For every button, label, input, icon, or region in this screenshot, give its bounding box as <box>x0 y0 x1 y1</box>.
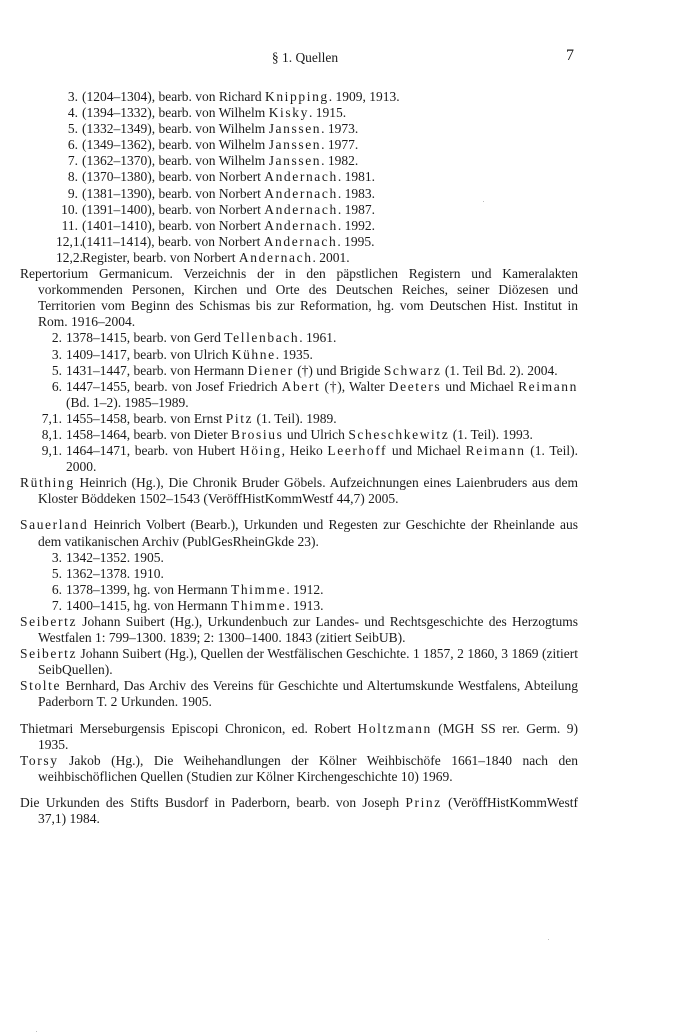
volume-author: Leerhoff <box>327 443 388 459</box>
sauerland-volume-list <box>20 550 578 614</box>
volume-number: 5. <box>51 362 62 378</box>
entry-text: Johann Suibert (Hg.), Urkundenbuch zur Landes- und Rechtsgeschichte des Herzogtums Westfalen 1: 799–1300. 1839; 2: 1300–1400. 1843 (zitiert SeibUB). <box>38 614 578 646</box>
volume-author: Scheschkewitz <box>348 426 450 442</box>
volume-text: (†) und Brigide <box>293 362 384 378</box>
volume-text: (1391–1400), bearb. von Norbert <box>82 201 265 217</box>
volume-number: 3. <box>51 346 62 362</box>
volume-line <box>20 105 578 121</box>
volume-text: und Ulrich <box>283 426 349 442</box>
volume-text: 1464–1471, bearb. von Hubert <box>66 443 240 459</box>
volume-text-tail: . 2001. <box>312 249 350 265</box>
scan-speck <box>483 201 484 202</box>
volume-text-tail: . 1973. <box>321 121 359 137</box>
volume-line <box>20 550 578 566</box>
volume-line <box>20 89 578 105</box>
entry-text: Die Urkunden des Stifts Busdorf in Paderborn, bearb. von Joseph <box>20 794 406 810</box>
entry-author: Torsy <box>20 752 59 768</box>
entry-author: Holtzmann <box>357 720 432 736</box>
volume-text: (1370–1380), bearb. von Norbert <box>82 169 265 185</box>
volume-number: 3. <box>51 549 62 565</box>
entry-stolte <box>20 678 578 710</box>
volume-text: . 1961. <box>299 330 337 346</box>
volume-text: . 1913. <box>286 597 324 613</box>
entry-torsy <box>20 753 578 785</box>
volume-text: 1342–1352. 1905. <box>66 549 164 565</box>
entry-author: Seibertz <box>20 614 78 629</box>
entry-seibertz-quellen <box>20 646 578 678</box>
volume-line <box>20 250 578 266</box>
volume-line <box>20 566 578 582</box>
volume-line <box>20 137 578 153</box>
volume-author: Reimann <box>465 443 526 459</box>
entry-text-tail: (MGH SS rer. Germ. 9) 1935. <box>38 720 578 752</box>
entry-text: Jakob (Hg.), Die Weihehandlungen der Kölner Weihbischöfe 1661–1840 nach den weihbischöflichen Quellen (Studien zur Kölner Kirchengeschichte 10) 1969. <box>38 752 578 784</box>
volume-author: Thimme <box>230 597 287 613</box>
volume-number: 9. <box>67 185 78 201</box>
entry-text: Johann Suibert (Hg.), Quellen der Westfälischen Geschichte. 1 1857, 2 1860, 3 1869 (zitiert SeibQuellen). <box>38 646 578 678</box>
volume-text: 1378–1415, bearb. von Gerd <box>66 330 225 346</box>
entry-author: Rüthing <box>20 475 75 491</box>
volume-author: Thimme <box>230 581 287 597</box>
volume-number: 6. <box>51 581 62 597</box>
entry-author: Seibertz <box>20 646 78 662</box>
volume-author: Andernach <box>238 249 313 265</box>
volume-text-tail: . 1981. <box>337 169 375 185</box>
volume-text: (1362–1370), bearb. von Wilhelm <box>82 153 269 169</box>
volume-text-tail: . 1983. <box>337 185 375 201</box>
volume-line <box>20 347 578 363</box>
volume-text: (1401–1410), bearb. von Norbert <box>82 217 265 233</box>
volume-number: 12,2. <box>56 249 83 265</box>
volume-text: , Heiko <box>281 443 328 459</box>
volume-line <box>20 598 578 614</box>
volume-text: 1378–1399, hg. von Hermann <box>66 581 231 597</box>
volume-text-tail: . 1977. <box>321 137 359 153</box>
volume-line <box>20 582 578 598</box>
volume-author: Andernach <box>263 233 338 249</box>
entry-text: Bernhard, Das Archiv des Vereins für Geschichte und Altertumskunde Westfalens, Abteilung Paderborn T. 2 Urkunden. 1905. <box>38 678 578 710</box>
volume-text: 1400–1415, hg. von Hermann <box>66 597 231 613</box>
volume-number: 3. <box>67 89 78 104</box>
volume-text: 1455–1458, bearb. von Ernst <box>66 410 226 426</box>
volume-text: (1394–1332), bearb. von Wilhelm <box>82 105 269 121</box>
volume-text: (1332–1349), bearb. von Wilhelm <box>82 121 269 137</box>
volume-number: 6. <box>51 378 62 394</box>
volume-text-tail: . 1992. <box>337 217 375 233</box>
volume-text: 1458–1464, bearb. von Dieter <box>66 426 231 442</box>
volume-text: (1. Teil Bd. 2). 2004. <box>441 362 558 378</box>
entry-text: Repertorium Germanicum. Verzeichnis der in den päpstlichen Registern und Kameralakten vorkommenden Personen, Kirchen und Orte des Deutschen Reiches, seiner Diözesen und Territorien vom Beginn des Schismas bis zur Reformation, hg. vom Deutschen Hist. Institut in Rom. 1916–2004. <box>20 266 578 330</box>
volume-author: Schwarz <box>383 362 442 378</box>
volume-line <box>20 330 578 346</box>
volume-number: 7,1. <box>41 410 62 426</box>
volume-line <box>20 153 578 169</box>
volume-number: 7. <box>67 153 78 169</box>
scan-speck <box>36 1031 37 1032</box>
volume-line <box>20 218 578 234</box>
volume-text-tail: . 1915. <box>308 105 347 121</box>
running-header <box>0 47 700 70</box>
volume-text: (1349–1362), bearb. von Wilhelm <box>82 137 269 153</box>
volume-line <box>20 443 578 475</box>
entry-author: Prinz <box>405 794 442 810</box>
volume-text: 1409–1417, bearb. von Ulrich <box>66 346 232 362</box>
volume-author: Kisky <box>268 105 309 121</box>
volume-text-tail: . 1987. <box>337 201 375 217</box>
volume-number: 2. <box>51 330 62 346</box>
volume-text-tail: . 1909, 1913. <box>328 89 400 104</box>
volume-author: Tellenbach <box>224 330 300 346</box>
entry-sauerland <box>20 517 578 549</box>
volume-line <box>20 411 578 427</box>
volume-number: 8,1. <box>41 426 62 442</box>
volume-author: Andernach <box>264 185 338 201</box>
volume-line <box>20 379 578 411</box>
volume-author: Abert <box>281 378 321 394</box>
entry-text-tail: (VeröffHistKommWestf 37,1) 1984. <box>38 794 578 827</box>
volume-line <box>20 202 578 218</box>
volume-text: 1447–1455, bearb. von Josef Friedrich <box>66 378 282 394</box>
volume-text-tail: . 1995. <box>337 233 375 249</box>
entry-text: Heinrich (Hg.), Die Chronik Bruder Göbels. Aufzeichnungen eines Laienbruders aus dem Kloster Böddeken 1502–1543 (VeröffHistKommWestf 44,7) 2005. <box>38 475 578 507</box>
volume-text: (1. Teil). 2000. <box>66 443 578 475</box>
volume-number: 5. <box>51 565 62 581</box>
volume-number: 7. <box>51 597 62 613</box>
volume-line <box>20 234 578 250</box>
volume-text: (1. Teil). 1989. <box>253 410 337 426</box>
volume-text: . 1935. <box>275 346 313 362</box>
volume-number: 8. <box>67 169 78 185</box>
volume-author: Deeters <box>388 378 442 394</box>
volume-author: Janssen <box>268 137 322 153</box>
volume-text: (†), Walter <box>320 378 389 394</box>
volume-author: Pitz <box>225 410 254 426</box>
volume-line <box>20 363 578 379</box>
scan-speck <box>548 939 549 940</box>
header-title: § 1. Quellen <box>271 50 339 65</box>
volume-number: 5. <box>67 121 78 137</box>
volume-number: 4. <box>67 105 78 121</box>
volume-author: Andernach <box>264 201 338 217</box>
volume-number: 10. <box>61 201 78 217</box>
volume-text: (Bd. 1–2). 1985–1989. <box>66 394 189 410</box>
entry-text: Heinrich Volbert (Bearb.), Urkunden und Regesten zur Geschichte der Rheinlande aus dem vatikanischen Archiv (PublGesRheinGkde 23). <box>38 517 578 549</box>
volume-author: Andernach <box>264 169 338 185</box>
entry-thietmari <box>20 721 578 753</box>
volume-line <box>20 427 578 443</box>
volume-text: (1204–1304), bearb. von Richard <box>82 89 265 104</box>
volume-line <box>20 121 578 137</box>
volume-author: Höing <box>239 443 282 459</box>
volume-number: 9,1. <box>41 443 62 459</box>
page-number: 7 <box>566 47 574 64</box>
volume-text: und Michael <box>441 378 519 394</box>
volume-author: Diener <box>247 362 294 378</box>
entry-author: Stolte <box>20 678 62 694</box>
volume-author: Reimann <box>518 378 579 394</box>
volume-number: 6. <box>67 137 78 153</box>
volume-text: (1381–1390), bearb. von Norbert <box>82 185 265 201</box>
volume-number: 11. <box>61 217 78 233</box>
volume-line <box>20 169 578 185</box>
volume-text: . 1912. <box>286 581 324 597</box>
entry-ruething <box>20 475 578 507</box>
entry-busdorf <box>20 795 578 827</box>
entry-repertorium <box>20 266 578 330</box>
volume-text: (1411–1414), bearb. von Norbert <box>82 233 264 249</box>
repertorium-volume-list <box>20 330 578 475</box>
bibliography <box>20 89 578 827</box>
entry-author: Sauerland <box>20 517 89 533</box>
volume-author: Kühne <box>231 346 276 362</box>
volume-text: und Michael <box>387 443 466 459</box>
volume-text-tail: . 1982. <box>321 153 359 169</box>
volume-author: Janssen <box>268 121 322 137</box>
volume-author: Knipping <box>264 89 329 104</box>
volume-number: 12,1. <box>56 233 83 249</box>
volume-line <box>20 186 578 202</box>
volume-author: Janssen <box>268 153 322 169</box>
volume-text: 1431–1447, bearb. von Hermann <box>66 362 248 378</box>
volume-text: 1362–1378. 1910. <box>66 565 164 581</box>
volume-text: Register, bearb. von Norbert <box>82 249 239 265</box>
volume-author: Brosius <box>230 426 284 442</box>
entry-seibertz-urkundenbuch <box>20 614 578 646</box>
volume-author: Andernach <box>264 217 338 233</box>
entry-text: Thietmari Merseburgensis Episcopi Chronicon, ed. Robert <box>20 720 358 736</box>
volume-text: (1. Teil). 1993. <box>449 426 533 442</box>
knipping-volume-list <box>20 89 578 266</box>
